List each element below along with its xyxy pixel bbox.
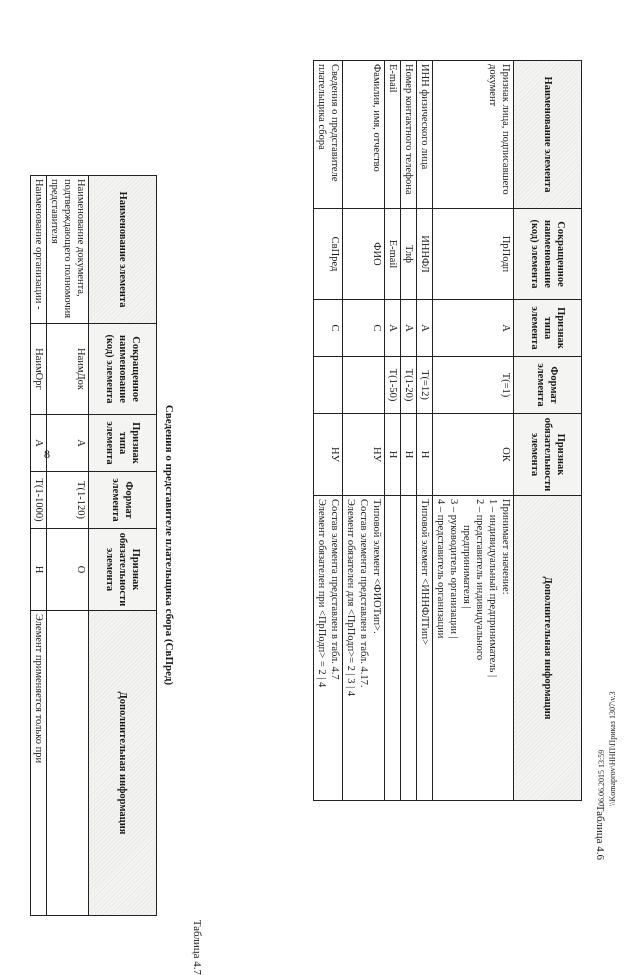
- cell-element-format: T(1-1000): [31, 472, 47, 529]
- table-row: [314, 61, 343, 801]
- column-header-info: Дополнительная информация: [89, 611, 157, 916]
- cell-element-name: Признак лица, подписавшего документ: [433, 61, 514, 209]
- footer-stamp-line: 06.06.2015 13:59: [597, 749, 606, 806]
- info-line: Элемент применяется только при: [33, 614, 44, 764]
- table-row: [343, 61, 385, 801]
- table-number-label: Таблица 4.6: [594, 804, 606, 860]
- info-line: Элемент обязателен при <ПрПодп> = 2 | 4: [316, 499, 327, 688]
- cell-additional-info: [401, 496, 417, 801]
- cell-additional-info: [343, 496, 385, 801]
- info-line: 3 – руководитель организации |: [448, 499, 459, 639]
- cell-element-format: T(=1): [433, 357, 514, 414]
- cell-element-type: А: [401, 300, 417, 357]
- cell-element-required: Н: [401, 414, 417, 496]
- cell-element-required: ОК: [433, 414, 514, 496]
- info-line: Состав элемента представлен в табл. 4.17.: [358, 499, 369, 688]
- cell-element-type: С: [314, 300, 343, 357]
- cell-element-type: А: [31, 415, 47, 472]
- cell-additional-info: [433, 496, 514, 801]
- cell-additional-info: [314, 496, 343, 801]
- cell-element-required: Н: [417, 414, 433, 496]
- cell-element-code: E-mail: [385, 209, 401, 300]
- info-line: Состав элемента представлен в табл. 4.7: [329, 499, 340, 680]
- page-number: 8: [44, 447, 50, 461]
- info-line: Элемент обязателен для <ПрПодп>= 2 | 3 | 4: [345, 499, 356, 697]
- column-header-type: Признак типа элемента: [89, 415, 157, 472]
- info-line: предпринимателя |: [461, 525, 472, 609]
- cell-element-format: [314, 357, 343, 414]
- table-row: [417, 61, 433, 801]
- cell-element-type: А: [47, 415, 89, 472]
- table-row: [433, 61, 514, 801]
- cell-element-name: ИНН физического лица: [417, 61, 433, 209]
- table-number-label: Таблица 4.7: [191, 919, 203, 975]
- column-header-required: Признак обязательности элемента: [514, 414, 582, 496]
- cell-element-code: Тлф: [401, 209, 417, 300]
- table-row: [385, 61, 401, 801]
- cell-additional-info: [31, 611, 47, 916]
- column-header-name: Наименование элемента: [514, 61, 582, 209]
- cell-element-required: О: [47, 529, 89, 611]
- column-header-info: Дополнительная информация: [514, 496, 582, 801]
- table-4-7-section: [0, 175, 205, 975]
- column-header-type: Признак типа элемента: [514, 300, 582, 357]
- cell-element-code: ФИО: [343, 209, 385, 300]
- cell-element-type: А: [385, 300, 401, 357]
- cell-element-name: Сведения о представителе плательщика сбора: [314, 61, 343, 209]
- cell-element-format: T(1-120): [47, 472, 89, 529]
- column-header-code: Сокращенное наименование (код) элемента: [514, 209, 582, 300]
- footer-stamp-line: \\Komaprov\ННП\Приказ 1307\v.3: [608, 691, 617, 806]
- column-header-required: Признак обязательности элемента: [89, 529, 157, 611]
- column-header-code: Сокращенное наименование (код) элемента: [89, 324, 157, 415]
- table-row: [47, 176, 89, 916]
- column-header-format: Формат элемента: [89, 472, 157, 529]
- signatory-table: [313, 60, 582, 801]
- cell-additional-info: [47, 611, 89, 916]
- cell-element-name: Фамилия, имя, отчество: [343, 61, 385, 209]
- info-line: 4 – представитель организации: [435, 499, 446, 639]
- cell-element-format: T(1-20): [401, 357, 417, 414]
- cell-element-name: Наименование документа, подтверждающего полномочия представителя: [47, 176, 89, 324]
- table-caption: Сведения о представителе плательщика сбора (СвПред): [163, 404, 175, 686]
- cell-element-format: [343, 357, 385, 414]
- representative-table: [30, 175, 157, 916]
- cell-element-required: Н: [385, 414, 401, 496]
- cell-element-required: НУ: [343, 414, 385, 496]
- cell-element-type: С: [343, 300, 385, 357]
- table-4-6-section: [150, 60, 610, 860]
- table-header-row: [89, 176, 157, 916]
- info-line: Типовой элемент <ИННФЛТип>: [419, 499, 430, 645]
- cell-element-code: НаимДок: [47, 324, 89, 415]
- cell-element-name: Номер контактного телефона: [401, 61, 417, 209]
- cell-element-format: T(=12): [417, 357, 433, 414]
- table-row: [31, 176, 47, 916]
- column-header-name: Наименование элемента: [89, 176, 157, 324]
- cell-element-name: Наименование организации -: [31, 176, 47, 324]
- cell-element-required: Н: [31, 529, 47, 611]
- cell-element-name: E-mail: [385, 61, 401, 209]
- cell-element-code: ПрПодп: [433, 209, 514, 300]
- cell-element-format: T(1-50): [385, 357, 401, 414]
- info-line: 2 – представитель индивидуального: [474, 499, 485, 661]
- cell-element-type: А: [417, 300, 433, 357]
- info-line: 1 – индивидуальный предприниматель |: [487, 499, 498, 678]
- cell-element-code: СвПред: [314, 209, 343, 300]
- cell-element-code: НаимОрг: [31, 324, 47, 415]
- column-header-format: Формат элемента: [514, 357, 582, 414]
- cell-additional-info: [385, 496, 401, 801]
- cell-element-required: НУ: [314, 414, 343, 496]
- info-line: Типовой элемент <ФИОТип>.: [371, 499, 382, 634]
- cell-element-code: ИННФЛ: [417, 209, 433, 300]
- cell-additional-info: [417, 496, 433, 801]
- table-row: [401, 61, 417, 801]
- info-line: Принимает значение:: [500, 499, 511, 595]
- cell-element-type: А: [433, 300, 514, 357]
- table-header-row: [514, 61, 582, 801]
